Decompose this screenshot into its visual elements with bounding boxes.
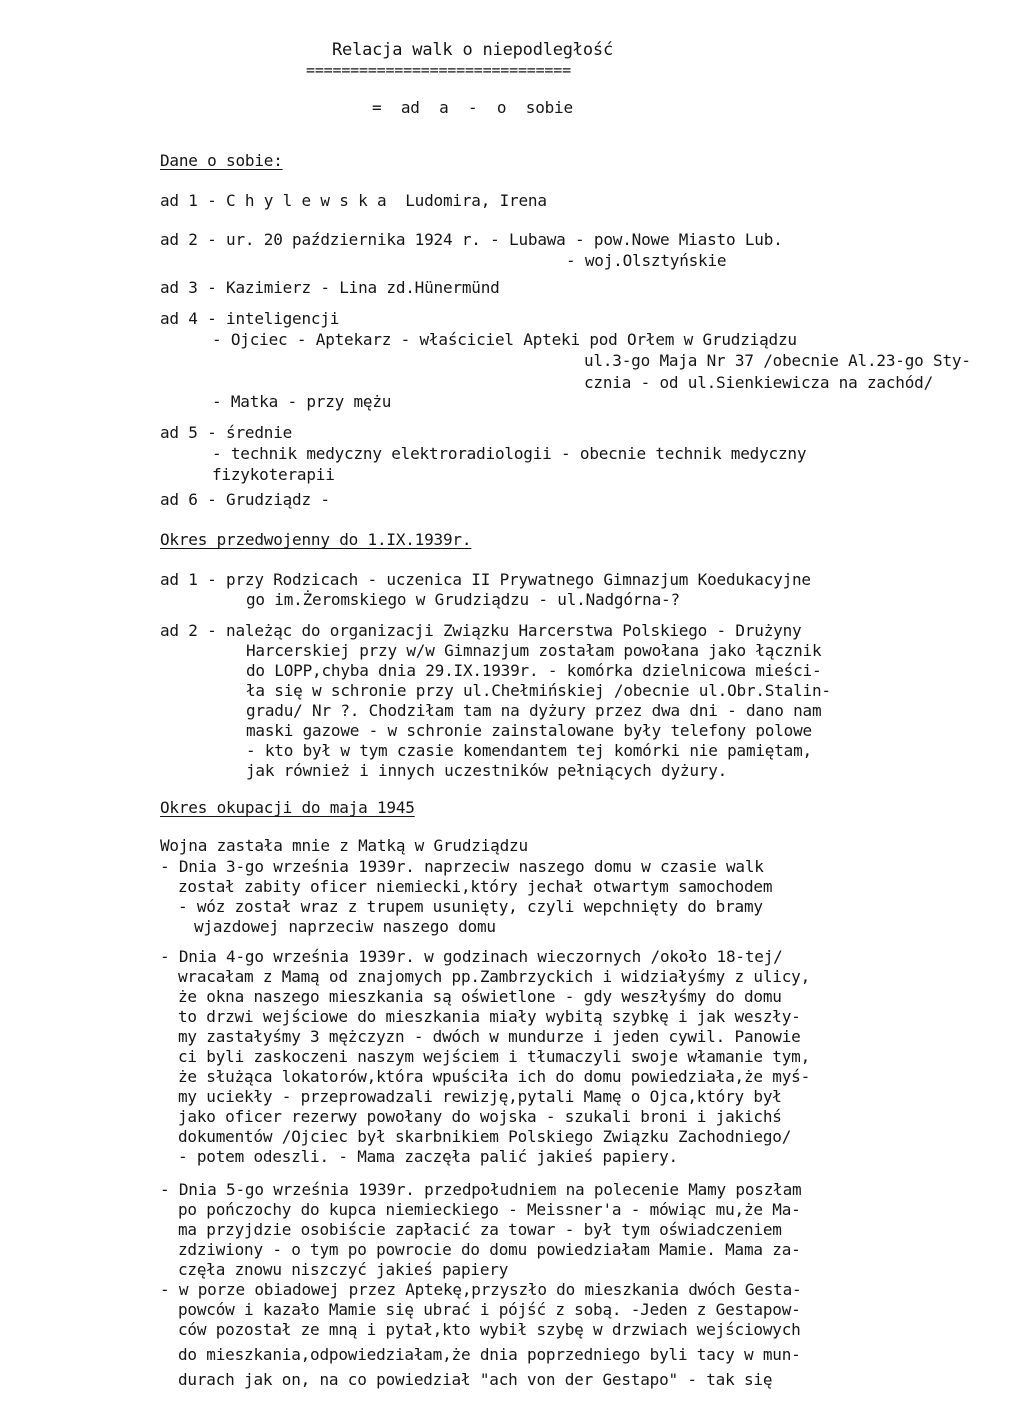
occupation-line: to drzwi wejściowe do mieszkania miały wybitą szybkę i jak weszły- (178, 1007, 801, 1026)
occupation-line: częła znowu niszczyć jakieś papiery (178, 1260, 509, 1279)
occupation-line: - wóz został wraz z trupem usunięty, czyli wepchnięty do bramy (178, 897, 763, 916)
about-line: ad 1 - C h y l e w s k a Ludomira, Irena (160, 191, 547, 210)
prewar-line: - kto był w tym czasie komendantem tej komórki nie pamiętam, (246, 741, 812, 760)
about-line: cznia - od ul.Sienkiewicza na zachód/ (584, 373, 934, 392)
occupation-line: Wojna zastała mnie z Matką w Grudziądzu (160, 836, 528, 855)
occupation-line: my uciekły - przeprowadzali rewizję,pytali Mamę o Ojca,który był (178, 1087, 782, 1106)
occupation-line: - Dnia 5-go września 1939r. przedpołudniem na polecenie Mamy poszłam (160, 1180, 802, 1199)
occupation-line: że okna naszego mieszkania są oświetlone - gdy weszłyśmy do domu (178, 987, 782, 1006)
section-heading-prewar: Okres przedwojenny do 1.IX.1939r. (160, 530, 472, 549)
occupation-line: powców i kazało Mamie się ubrać i pójść z sobą. -Jeden z Gestapow- (178, 1300, 801, 1319)
occupation-line: ców pozostał ze mną i pytał,kto wybił szybę w drzwiach wejściowych (178, 1320, 801, 1339)
occupation-line: - potem odeszli. - Mama zaczęła palić jakieś papiery. (178, 1147, 678, 1166)
occupation-line: dokumentów /Ojciec był skarbnikiem Polskiego Związku Zachodniego/ (178, 1127, 792, 1146)
occupation-line: - Dnia 3-go września 1939r. naprzeciw naszego domu w czasie walk (160, 857, 764, 876)
occupation-line: ma przyjdzie osobiście zapłacić za towar - był tym oświadczeniem (178, 1220, 782, 1239)
about-line: ad 3 - Kazimierz - Lina zd.Hünermünd (160, 278, 500, 297)
about-line: ad 2 - ur. 20 października 1924 r. - Lubawa - pow.Nowe Miasto Lub. (160, 230, 783, 249)
about-line: - technik medyczny elektroradiologii - obecnie technik medyczny (212, 444, 807, 463)
occupation-line: my zastałyśmy 3 mężczyzn - dwóch w mundurze i jeden cywil. Panowie (178, 1027, 801, 1046)
occupation-line: jako oficer rezerwy powołany do wojska - szukali broni i jakichś (178, 1107, 782, 1126)
occupation-line: został zabity oficer niemiecki,który jechał otwartym samochodem (178, 877, 773, 896)
about-line: ad 6 - Grudziądz - (160, 490, 330, 509)
document-title: Relacja walk o niepodległość (332, 40, 613, 60)
title-rule: ============================== (306, 61, 571, 79)
about-line: - woj.Olsztyńskie (566, 251, 727, 270)
about-line: - Matka - przy mężu (212, 392, 392, 411)
occupation-line: po pończochy do kupca niemieckiego - Meissner'a - mówiąc mu,że Ma- (178, 1200, 801, 1219)
prewar-line: gradu/ Nr ?. Chodziłam tam na dyżury przez dwa dni - dano nam (246, 701, 822, 720)
about-line: - Ojciec - Aptekarz - właściciel Apteki pod Orłem w Grudziądzu (212, 330, 797, 349)
prewar-line: do LOPP,chyba dnia 29.IX.1939r. - komórka dzielnicowa mieści- (246, 661, 822, 680)
occupation-line: - w porze obiadowej przez Aptekę,przyszło do mieszkania dwóch Gesta- (160, 1280, 802, 1299)
occupation-line: wjazdowej naprzeciw naszego domu (194, 917, 496, 936)
about-line: fizykoterapii (212, 465, 335, 484)
occupation-line: wracałam z Mamą od znajomych pp.Zambrzyckich i widziałyśmy z ulicy, (178, 967, 810, 986)
occupation-line: - Dnia 4-go września 1939r. w godzinach wieczornych /około 18-tej/ (160, 947, 783, 966)
occupation-line: zdziwiony - o tym po powrocie do domu powiedziałam Mamie. Mama za- (178, 1240, 801, 1259)
section-heading-occupation: Okres okupacji do maja 1945 (160, 798, 415, 817)
prewar-line: maski gazowe - w schronie zainstalowane były telefony polowe (246, 721, 812, 740)
prewar-line: ła się w schronie przy ul.Chełmińskiej /obecnie ul.Obr.Stalin- (246, 681, 831, 700)
prewar-line: jak również i innych uczestników pełniących dyżury. (246, 761, 728, 780)
prewar-line: Harcerskiej przy w/w Gimnazjum zostałam powołana jako łącznik (246, 641, 822, 660)
prewar-line: go im.Żeromskiego w Grudziądzu - ul.Nadgórna-? (246, 590, 680, 609)
occupation-line: durach jak on, na co powiedział "ach von der Gestapo" - tak się (178, 1370, 773, 1389)
prewar-line: ad 1 - przy Rodzicach - uczenica II Prywatnego Gimnazjum Koedukacyjne (160, 570, 811, 589)
prewar-line: ad 2 - należąc do organizacji Związku Harcerstwa Polskiego - Drużyny (160, 621, 802, 640)
occupation-line: ci byli zaskoczeni naszym wejściem i tłumaczyli swoje włamanie tym, (178, 1047, 810, 1066)
about-line: ad 4 - inteligencji (160, 309, 340, 328)
occupation-line: do mieszkania,odpowiedziałam,że dnia poprzedniego byli tacy w mun- (178, 1345, 801, 1364)
occupation-line: że służąca lokatorów,która wpuściła ich do domu powiedziała,że myś- (178, 1067, 810, 1086)
document-subtitle: = ad a - o sobie (372, 98, 573, 117)
section-heading-about: Dane o sobie: (160, 151, 283, 170)
about-line: ad 5 - średnie (160, 423, 293, 442)
about-line: ul.3-go Maja Nr 37 /obecnie Al.23-go Sty- (584, 351, 971, 370)
